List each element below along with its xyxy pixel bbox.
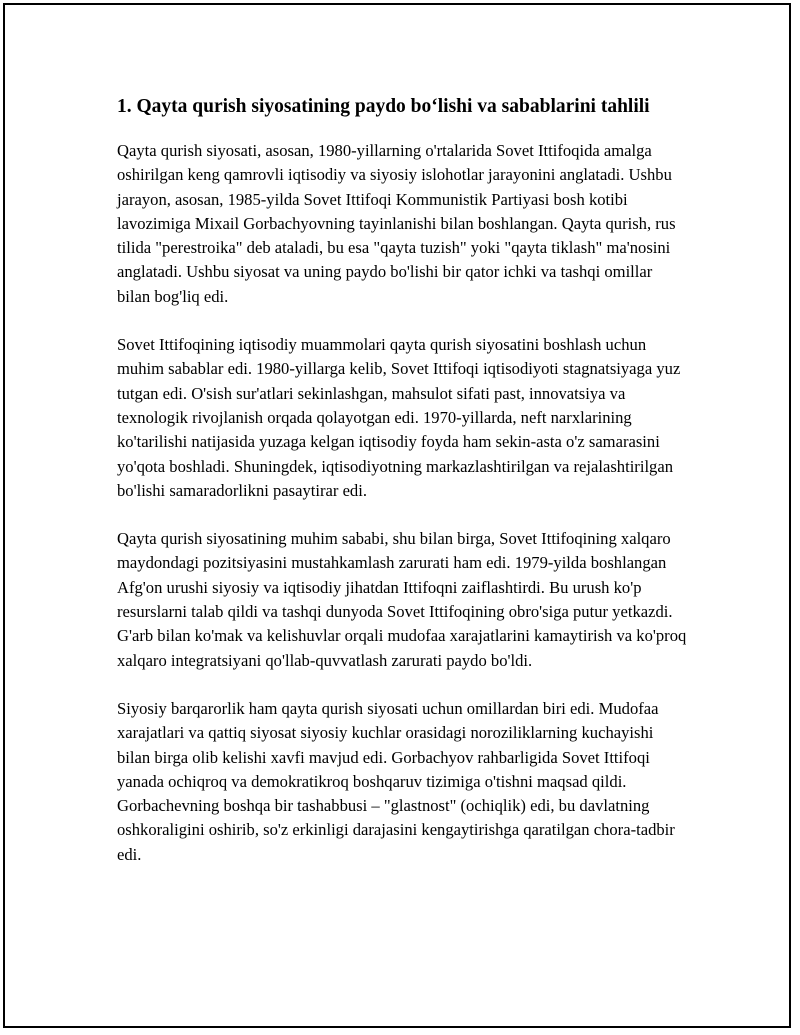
section-heading: 1. Qayta qurish siyosatining paydo bo‘lishi va sabablarini tahlili [117,96,650,117]
paragraph-2: Sovet Ittifoqining iqtisodiy muammolari qayta qurish siyosatini boshlash uchun muhim sabablar edi. 1980-yillarga kelib, Sovet Ittifoqi iqtisodiyoti stagnatsiyaga yuz tutgan edi. O'sish sur'atlari sekinlashgan, mahsulot sifati past, innovatsiya va texnologik rivojlanish orqada qolayotgan edi. 1970-yillarda, neft narxlarining ko'tarilishi natijasida yuzaga kelgan iqtisodiy foyda ham sekin-asta o'z samarasini yo'qota boshladi. Shuningdek, iqtisodiyotning markazlashtirilgan va rejalashtirilgan bo'lishi samaradorlikni pasaytirar edi. [117,335,681,500]
document-body [117,93,687,891]
paragraph-4: Siyosiy barqarorlik ham qayta qurish siyosati uchun omillardan biri edi. Mudofaa xarajatlari va qattiq siyosat siyosiy kuchlar orasidagi noroziliklarning kuchayishi bilan birga olib kelishi xavfi mavjud edi. Gorbachyov rahbarligida Sovet Ittifoqi yanada ochiqroq va demokratikroq boshqaruv tizimiga o'tishni maqsad qildi. Gorbachevning boshqa bir tashabbusi – "glastnost" (ochiqlik) edi, bu davlatning oshkoraligini oshirib, so'z erkinligi darajasini kengaytirishga qaratilgan chora-tadbir edi. [117,698,675,864]
paragraph-1: Qayta qurish siyosati, asosan, 1980-yillarning o'rtalarida Sovet Ittifoqida amalga oshirilgan keng qamrovli iqtisodiy va siyosiy islohotlar jarayonini anglatadi. Ushbu jarayon, asosan, 1985-yilda Sovet Ittifoqi Kommunistik Partiyasi bosh kotibi lavozimiga Mixail Gorbachyovning tayinlanishi bilan boshlangan. Qayta qurish, rus tilida "perestroika" deb ataladi, bu esa "qayta tuzish" yoki "qayta tiklash" ma'nosini anglatadi. Ushbu siyosat va uning paydo bo'lishi bir qator ichki va tashqi omillar bilan bog'liq edi. [117,141,676,306]
paragraph-3: Qayta qurish siyosatining muhim sababi, shu bilan birga, Sovet Ittifoqining xalqaro maydondagi pozitsiyasini mustahkamlash zarurati ham edi. 1979-yilda boshlangan Afg'on urushi siyosiy va iqtisodiy jihatdan Ittifoqni zaiflashtirdi. Bu urush ko'p resurslarni talab qildi va tashqi dunyoda Sovet Ittifoqining obro'siga putur yetkazdi. G'arb bilan ko'mak va kelishuvlar orqali mudofaa xarajatlarini kamaytirish va ko'proq xalqaro integratsiyani qo'llab-quvvatlash zarurati paydo bo'ldi. [117,529,687,670]
